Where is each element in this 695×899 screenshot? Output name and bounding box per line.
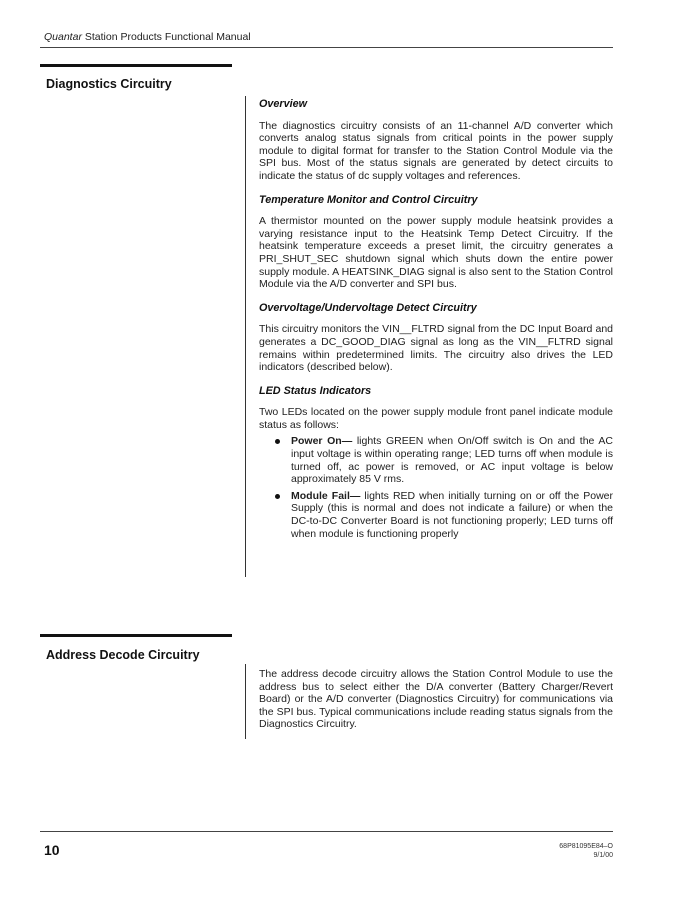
subheading-led-status: LED Status Indicators bbox=[259, 384, 372, 397]
led-bullet-list bbox=[259, 435, 613, 540]
paragraph-temperature: A thermistor mounted on the power supply module heatsink provides a varying resistance input to the Heatsink Temp Detect Circuitry. If the heatsink temperature exceeds a preset limit, the circuitry generates a PRI_SHUT_SEC shutdown signal which shuts down the entire power supply module. A HEATSINK_DIAG signal is also sent to the Station Control Module via the A/D converter and SPI bus. bbox=[259, 215, 613, 291]
section-rule-address-decode bbox=[245, 664, 246, 739]
doc-number: 68P81095E84–O bbox=[559, 843, 613, 850]
bullet-text-power-on: lights GREEN when On/Off switch is On and the AC input voltage is within operating range; LED turns off when module is turned off, ac power is removed, or AC input voltage is below approximately 85 V rms. bbox=[291, 435, 613, 486]
paragraph-address-decode: The address decode circuitry allows the Station Control Module to use the address bus to select either the D/A converter (Battery Charger/Revert Board) or the A/D converter (Diagnostics Circuitry) for communications via the SPI bus. Typical communications include reading status signals from the Diagnostics Circuitry. bbox=[259, 668, 613, 731]
running-header bbox=[44, 31, 251, 43]
paragraph-led-status: Two LEDs located on the power supply module front panel indicate module status as follows: bbox=[259, 406, 613, 431]
subheading-temperature: Temperature Monitor and Control Circuitry bbox=[259, 193, 478, 206]
bullet-power-on bbox=[259, 435, 613, 485]
footer-doc-info bbox=[559, 842, 613, 860]
header-brand: Quantar bbox=[44, 31, 82, 43]
section-bar-address-decode bbox=[40, 634, 232, 637]
page-number: 10 bbox=[44, 842, 60, 858]
section-title-diagnostics: Diagnostics Circuitry bbox=[46, 77, 172, 91]
paragraph-overvoltage: This circuitry monitors the VIN__FLTRD signal from the DC Input Board and generates a DC_GOOD_DIAG signal as long as the VIN__FLTRD signal remains within predetermined limits. The circuitry also drives the LED indicators (described below). bbox=[259, 323, 613, 374]
footer-rule bbox=[40, 831, 613, 832]
section-title-address-decode: Address Decode Circuitry bbox=[46, 648, 200, 662]
doc-date: 9/1/00 bbox=[593, 852, 613, 859]
address-decode-body bbox=[259, 668, 613, 742]
paragraph-overview: The diagnostics circuitry consists of an 11-channel A/D converter which converts analog status signals from critical points in the power supply module to digital format for transfer to the Station Control Module via the SPI bus. Most of the status signals are generated by detect circuits to indicate the status of dc supply voltages and references. bbox=[259, 119, 613, 182]
bullet-term-module-fail: Module Fail— bbox=[291, 489, 361, 502]
diagnostics-body bbox=[259, 98, 613, 544]
subheading-overvoltage: Overvoltage/Undervoltage Detect Circuitry bbox=[259, 301, 477, 314]
section-bar-diagnostics bbox=[40, 64, 232, 67]
header-rule bbox=[40, 47, 613, 48]
subheading-overview: Overview bbox=[259, 98, 308, 110]
bullet-module-fail bbox=[259, 490, 613, 540]
header-title: Station Products Functional Manual bbox=[81, 31, 251, 43]
bullet-text-module-fail: lights RED when initially turning on or off the Power Supply (this is normal and does not indicate a failure) or when the DC-to-DC Converter Board is not functioning properly; LED turns off when module is functioning properly bbox=[291, 489, 613, 540]
section-rule-diagnostics bbox=[245, 96, 246, 577]
bullet-term-power-on: Power On— bbox=[291, 435, 353, 448]
